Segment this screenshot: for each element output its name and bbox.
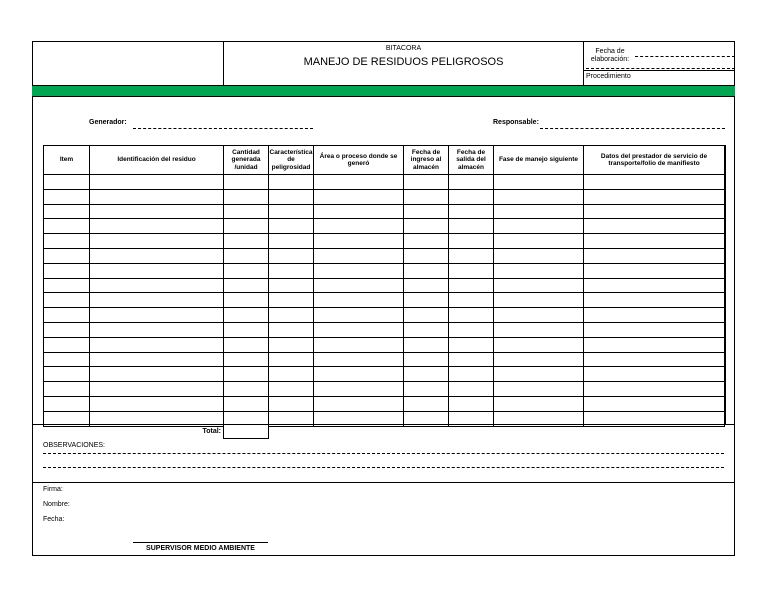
table-cell[interactable] <box>494 204 584 219</box>
table-cell[interactable] <box>90 204 224 219</box>
table-row <box>44 189 725 204</box>
table-cell[interactable] <box>494 352 584 367</box>
column-header: Fase de manejo siguiente <box>494 146 584 175</box>
table-cell[interactable] <box>494 367 584 382</box>
table-row <box>44 396 725 411</box>
table-row <box>44 219 725 234</box>
table-cell[interactable] <box>584 396 725 411</box>
table-cell[interactable] <box>314 367 404 382</box>
table-row <box>44 263 725 278</box>
table-cell[interactable] <box>44 204 90 219</box>
table-cell[interactable] <box>449 352 494 367</box>
table-cell[interactable] <box>90 234 224 249</box>
table-cell[interactable] <box>449 293 494 308</box>
table-cell[interactable] <box>44 308 90 323</box>
table-cell[interactable] <box>449 337 494 352</box>
table-cell[interactable] <box>314 396 404 411</box>
table-cell[interactable] <box>90 248 224 263</box>
table-cell[interactable] <box>224 308 269 323</box>
table-cell[interactable] <box>404 175 449 190</box>
table-cell[interactable] <box>494 263 584 278</box>
column-header: Área o proceso donde se generó <box>314 146 404 175</box>
table-cell[interactable] <box>224 278 269 293</box>
table-cell[interactable] <box>449 234 494 249</box>
table-row <box>44 322 725 337</box>
table-cell[interactable] <box>44 382 90 397</box>
column-header: Fecha de salida del almacén <box>449 146 494 175</box>
table-cell[interactable] <box>314 352 404 367</box>
table-cell[interactable] <box>224 189 269 204</box>
table-row <box>44 293 725 308</box>
document-subtitle: BITACORA <box>385 45 422 52</box>
table-row <box>44 175 725 190</box>
table-body <box>44 175 725 427</box>
table-cell[interactable] <box>269 352 314 367</box>
table-cell[interactable] <box>44 189 90 204</box>
procedimiento-label: Procedimiento <box>586 73 631 80</box>
table-cell[interactable] <box>314 175 404 190</box>
table-cell[interactable] <box>224 234 269 249</box>
supervisor-signature-line[interactable] <box>133 542 268 543</box>
table-cell[interactable] <box>269 382 314 397</box>
table-cell[interactable] <box>269 278 314 293</box>
table-cell[interactable] <box>224 337 269 352</box>
table-cell[interactable] <box>44 219 90 234</box>
table-cell[interactable] <box>224 293 269 308</box>
table-cell[interactable] <box>44 263 90 278</box>
table-cell[interactable] <box>449 219 494 234</box>
table-cell[interactable] <box>224 263 269 278</box>
table-cell[interactable] <box>584 263 725 278</box>
table-cell[interactable] <box>404 367 449 382</box>
column-header: Característica de peligrosidad <box>269 146 314 175</box>
table-cell[interactable] <box>584 219 725 234</box>
table-row <box>44 337 725 352</box>
table-cell[interactable] <box>584 248 725 263</box>
table-right-border <box>724 145 726 425</box>
table-cell[interactable] <box>44 396 90 411</box>
table-cell[interactable] <box>314 189 404 204</box>
table-cell[interactable] <box>314 248 404 263</box>
table-cell[interactable] <box>90 352 224 367</box>
residues-table <box>43 145 725 427</box>
table-row <box>44 308 725 323</box>
table-cell[interactable] <box>584 278 725 293</box>
table-row <box>44 204 725 219</box>
table-cell[interactable] <box>494 248 584 263</box>
table-cell[interactable] <box>269 396 314 411</box>
table-cell[interactable] <box>449 382 494 397</box>
header-divider <box>583 70 735 71</box>
table-cell[interactable] <box>404 204 449 219</box>
table-cell[interactable] <box>449 308 494 323</box>
table-cell[interactable] <box>44 337 90 352</box>
fecha-elaboracion-field[interactable] <box>635 56 735 57</box>
column-header: Cantidad generada /unidad <box>224 146 269 175</box>
table-cell[interactable] <box>314 322 404 337</box>
accent-bar <box>32 85 735 97</box>
observaciones-line-1[interactable] <box>43 453 724 454</box>
table-cell[interactable] <box>269 367 314 382</box>
table-cell[interactable] <box>404 234 449 249</box>
table-cell[interactable] <box>404 396 449 411</box>
table-cell[interactable] <box>494 396 584 411</box>
table-cell[interactable] <box>269 189 314 204</box>
table-cell[interactable] <box>449 248 494 263</box>
fecha-label-line1: Fecha de <box>595 48 625 55</box>
table-bottom-rule <box>32 424 735 425</box>
table-cell[interactable] <box>269 248 314 263</box>
table-row <box>44 234 725 249</box>
observaciones-line-2[interactable] <box>43 467 724 468</box>
table-cell[interactable] <box>314 234 404 249</box>
table-cell[interactable] <box>90 189 224 204</box>
document-title: MANEJO DE RESIDUOS PELIGROSOS <box>303 56 504 68</box>
table-cell[interactable] <box>449 189 494 204</box>
fecha-elaboracion-label <box>588 48 632 64</box>
table-cell[interactable] <box>404 219 449 234</box>
fecha-label-line2: elaboración: <box>590 56 630 63</box>
table-cell[interactable] <box>44 352 90 367</box>
table-cell[interactable] <box>90 175 224 190</box>
table-cell[interactable] <box>449 396 494 411</box>
table-cell[interactable] <box>404 337 449 352</box>
table-cell[interactable] <box>494 308 584 323</box>
table-cell[interactable] <box>404 322 449 337</box>
table-cell[interactable] <box>584 367 725 382</box>
table-cell[interactable] <box>449 367 494 382</box>
table-cell[interactable] <box>494 337 584 352</box>
table-cell[interactable] <box>404 352 449 367</box>
table-cell[interactable] <box>269 337 314 352</box>
table-cell[interactable] <box>269 293 314 308</box>
table-cell[interactable] <box>269 204 314 219</box>
table-cell[interactable] <box>494 278 584 293</box>
table-cell[interactable] <box>314 204 404 219</box>
observaciones-bottom-rule <box>32 482 735 483</box>
fecha-label: Fecha: <box>43 516 65 523</box>
table-cell[interactable] <box>494 322 584 337</box>
total-field[interactable] <box>223 424 269 439</box>
table-cell[interactable] <box>224 248 269 263</box>
responsable-field[interactable] <box>540 128 725 129</box>
column-header: Identificación del residuo <box>90 146 224 175</box>
fecha-elaboracion-field-2[interactable] <box>586 68 735 69</box>
table-row <box>44 382 725 397</box>
observaciones-label: OBSERVACIONES: <box>43 442 105 449</box>
logo-area <box>32 41 224 85</box>
table-cell[interactable] <box>404 248 449 263</box>
table-row <box>44 367 725 382</box>
table-cell[interactable] <box>269 308 314 323</box>
table-cell[interactable] <box>44 322 90 337</box>
table-cell[interactable] <box>584 293 725 308</box>
column-header: Fecha de ingreso al almacén <box>404 146 449 175</box>
table-cell[interactable] <box>404 263 449 278</box>
supervisor-label: SUPERVISOR MEDIO AMBIENTE <box>146 545 255 552</box>
table-cell[interactable] <box>494 293 584 308</box>
table-cell[interactable] <box>494 234 584 249</box>
table-cell[interactable] <box>90 337 224 352</box>
generador-field[interactable] <box>133 128 313 129</box>
table-cell[interactable] <box>314 278 404 293</box>
table-cell[interactable] <box>449 204 494 219</box>
table-cell[interactable] <box>224 352 269 367</box>
table-cell[interactable] <box>224 322 269 337</box>
table-cell[interactable] <box>494 189 584 204</box>
table-cell[interactable] <box>584 337 725 352</box>
table-cell[interactable] <box>404 189 449 204</box>
table-cell[interactable] <box>224 204 269 219</box>
table-cell[interactable] <box>449 263 494 278</box>
table-cell[interactable] <box>90 263 224 278</box>
table-cell[interactable] <box>404 293 449 308</box>
table-cell[interactable] <box>404 278 449 293</box>
table-cell[interactable] <box>269 175 314 190</box>
table-cell[interactable] <box>404 308 449 323</box>
table-cell[interactable] <box>314 293 404 308</box>
table-row <box>44 248 725 263</box>
table-cell[interactable] <box>494 219 584 234</box>
table-cell[interactable] <box>224 382 269 397</box>
table-cell[interactable] <box>314 337 404 352</box>
table-cell[interactable] <box>269 219 314 234</box>
table-header-row <box>44 146 725 175</box>
table-cell[interactable] <box>90 278 224 293</box>
table-cell[interactable] <box>449 278 494 293</box>
table-cell[interactable] <box>449 175 494 190</box>
table-cell[interactable] <box>90 308 224 323</box>
table-cell[interactable] <box>584 175 725 190</box>
table-cell[interactable] <box>584 234 725 249</box>
table-cell[interactable] <box>314 219 404 234</box>
table-cell[interactable] <box>404 382 449 397</box>
column-header: Item <box>44 146 90 175</box>
table-cell[interactable] <box>314 308 404 323</box>
table-cell[interactable] <box>269 263 314 278</box>
table-cell[interactable] <box>90 367 224 382</box>
table-cell[interactable] <box>90 293 224 308</box>
table-cell[interactable] <box>494 382 584 397</box>
table-cell[interactable] <box>44 175 90 190</box>
table-row <box>44 352 725 367</box>
table-cell[interactable] <box>449 322 494 337</box>
table-cell[interactable] <box>44 234 90 249</box>
table-cell[interactable] <box>224 396 269 411</box>
generador-label: Generador: <box>89 119 127 126</box>
total-label: Total: <box>202 428 221 435</box>
table-cell[interactable] <box>584 204 725 219</box>
table-cell[interactable] <box>224 175 269 190</box>
table-cell[interactable] <box>44 293 90 308</box>
table-cell[interactable] <box>224 219 269 234</box>
table-cell[interactable] <box>584 322 725 337</box>
table-cell[interactable] <box>90 382 224 397</box>
table-cell[interactable] <box>44 278 90 293</box>
column-header: Datos del prestador de servicio de transporte/folio de manifiesto <box>584 146 725 175</box>
table-cell[interactable] <box>269 322 314 337</box>
nombre-label: Nombre: <box>43 501 70 508</box>
table-cell[interactable] <box>90 322 224 337</box>
responsable-label: Responsable: <box>493 119 539 126</box>
table-cell[interactable] <box>44 367 90 382</box>
table-cell[interactable] <box>584 352 725 367</box>
table-cell[interactable] <box>584 189 725 204</box>
table-cell[interactable] <box>584 382 725 397</box>
firma-label: Firma: <box>43 486 63 493</box>
table-cell[interactable] <box>90 396 224 411</box>
table-cell[interactable] <box>44 248 90 263</box>
table-cell[interactable] <box>224 367 269 382</box>
table-row <box>44 278 725 293</box>
table-cell[interactable] <box>314 263 404 278</box>
table-cell[interactable] <box>494 175 584 190</box>
table-cell[interactable] <box>90 219 224 234</box>
table-cell[interactable] <box>584 308 725 323</box>
table-cell[interactable] <box>314 382 404 397</box>
table-cell[interactable] <box>269 234 314 249</box>
